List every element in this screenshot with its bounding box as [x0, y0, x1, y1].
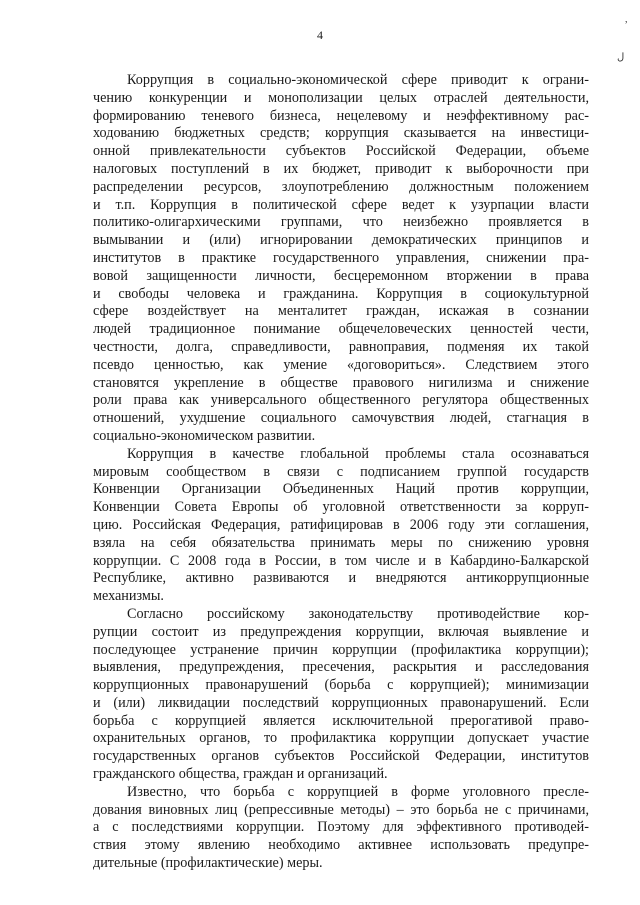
text-line: и свободы человека и гражданина. Коррупция в социокультурной — [93, 285, 589, 302]
text-line: Согласно российскому законодательству противодействие кор- — [127, 605, 589, 622]
text-line: а с последствиями коррупции. Поэтому для эффективного противодей- — [93, 819, 589, 836]
text-line: отношений, ухудшение социального самочувствия людей, стагнация в — [93, 410, 589, 427]
paragraph — [93, 446, 589, 606]
text-line: охранительных органов, то профилактика коррупции допускает участие — [93, 730, 589, 747]
text-line: дительные (профилактические) меры. — [93, 855, 323, 872]
text-line: формированию теневого бизнеса, нецелевому и неэффективному рас- — [93, 107, 589, 124]
page-number: 4 — [317, 28, 323, 42]
text-line: и (или) ликвидации последствий коррупционных правонарушений. Если — [93, 694, 589, 711]
text-line: сфере воздействует на менталитет граждан, искажая в сознании — [93, 303, 589, 320]
text-line: мировым сообществом в связи с подписанием группой государств — [93, 463, 589, 480]
text-line: государственных органов субъектов Российской Федерации, институтов — [93, 748, 589, 765]
text-line: и т.п. Коррупция в политической сфере ведет к узурпации власти — [93, 196, 589, 213]
text-line: Коррупция в качестве глобальной проблемы стала осознаваться — [127, 445, 589, 462]
text-line: людей традиционное понимание общечеловеческих ценностей чести, — [93, 321, 589, 338]
document-body — [93, 72, 589, 873]
text-line: последующее устранение причин коррупции (профилактика коррупции); — [93, 641, 589, 658]
text-line: ходованию бюджетных средств; коррупция сказывается на инвестици- — [93, 125, 589, 142]
text-line: коррупции. С 2008 года в России, в том числе и в Кабардино-Балкарской — [93, 552, 589, 569]
corner-mark: , — [625, 14, 628, 25]
text-line: Республике, активно развиваются и внедряются антикоррупционные — [93, 570, 589, 587]
corner-mark: ل — [617, 52, 625, 63]
text-line: коррупционных правонарушений (борьба с коррупцией); минимизации — [93, 677, 589, 694]
text-line: вымывании и (или) игнорировании демократических принципов и — [93, 232, 589, 249]
text-line: гражданского общества, граждан и организаций. — [93, 766, 388, 783]
text-line: чению конкуренции и монополизации целых отраслей деятельности, — [93, 89, 589, 106]
text-line: распределении ресурсов, злоупотреблению должностным положением — [93, 178, 589, 195]
text-line: роли права как универсального общественного регулятора общественных — [93, 392, 589, 409]
text-line: рупции состоит из предупреждения коррупции, включая выявление и — [93, 623, 589, 640]
text-line: социально-экономическом развитии. — [93, 427, 316, 444]
text-line: Коррупция в социально-экономической сфере приводит к ограни- — [127, 72, 589, 88]
text-line: Конвенции Организации Объединенных Наций против коррупции, — [93, 481, 589, 498]
text-line: онной привлекательности субъектов Российской Федерации, объеме — [93, 143, 589, 160]
text-line: взяла на себя обязательства принимать меры по снижению уровня — [93, 534, 589, 551]
text-line: Известно, что борьба с коррупцией в форме уголовного пресле- — [127, 783, 589, 800]
text-line: становятся укрепление в обществе правового нигилизма и снижение — [93, 374, 589, 391]
text-line: политико-олигархическими группами, что неизбежно проявляется в — [93, 214, 589, 231]
text-line: налоговых поступлений в их бюджет, приводит к выборочности при — [93, 160, 589, 177]
text-line: вовой защищенности личности, бесцеремонном вторжении в права — [93, 267, 589, 284]
paragraph — [93, 606, 589, 784]
text-line: ствия этому явлению необходимо активнее использовать предупре- — [93, 837, 589, 854]
text-line: Конвенции Совета Европы об уголовной ответственности за корруп- — [93, 499, 589, 516]
text-line: цию. Российская Федерация, ратифицировав в 2006 году эти соглашения, — [93, 516, 589, 533]
text-line: институтов в практике государственного управления, снижении пра- — [93, 249, 589, 266]
text-line: псевдо ценностью, как умение «договориться». Следствием этого — [93, 356, 589, 373]
text-line: выявления, предупреждения, пресечения, раскрытия и расследования — [93, 659, 589, 676]
text-line: механизмы. — [93, 588, 164, 605]
text-line: честности, долга, справедливости, равноправия, подменяя их такой — [93, 338, 589, 355]
text-line: дования виновных лиц (репрессивные методы) – это борьба не с причинами, — [93, 801, 589, 818]
paragraph — [93, 784, 589, 873]
paragraph — [93, 72, 589, 446]
text-line: борьба с коррупцией является исключительной прерогативой право- — [93, 712, 589, 729]
